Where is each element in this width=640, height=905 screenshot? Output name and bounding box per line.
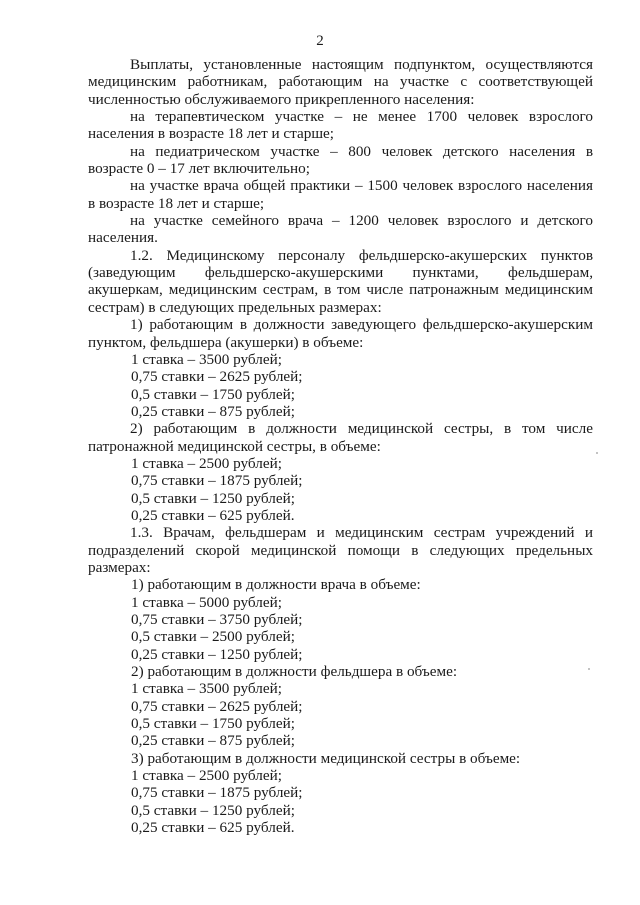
section-paragraph: 1.3. Врачам, фельдшерам и медицинским сестрам учреждений и подразделений скорой медицинской помощи в следующих предельных размерах: bbox=[88, 524, 593, 576]
rate-line: 0,75 ставки – 2625 рублей; bbox=[131, 368, 303, 386]
subsection-heading: 2) работающим в должности фельдшера в объеме: bbox=[131, 663, 458, 681]
text-paragraph: на педиатрическом участке – 800 человек детского населения в возрасте 0 – 17 лет включительно; bbox=[88, 142, 593, 178]
rate-line: 0,5 ставки – 1750 рублей; bbox=[131, 385, 295, 403]
scan-speck bbox=[588, 668, 590, 670]
rate-line: 1 ставка – 3500 рублей; bbox=[131, 350, 282, 368]
rate-line: 0,25 ставки – 625 рублей. bbox=[131, 506, 295, 524]
page-number: 2 bbox=[316, 33, 324, 49]
rate-line: 1 ставка – 2500 рублей; bbox=[131, 767, 282, 785]
rate-line: 0,5 ставки – 1750 рублей; bbox=[131, 715, 295, 733]
rate-line: 0,25 ставки – 625 рублей. bbox=[131, 819, 295, 837]
rate-line: 0,75 ставки – 1875 рублей; bbox=[131, 472, 303, 490]
rate-line: 1 ставка – 2500 рублей; bbox=[131, 454, 282, 472]
rate-line: 0,25 ставки – 875 рублей; bbox=[131, 732, 295, 750]
rate-line: 0,5 ставки – 1250 рублей; bbox=[131, 801, 295, 819]
text-paragraph: на участке врача общей практики – 1500 человек взрослого населения в возрасте 18 лет и старше; bbox=[88, 177, 593, 212]
rate-line: 0,25 ставки – 875 рублей; bbox=[131, 402, 295, 420]
section-paragraph: 1.2. Медицинскому персоналу фельдшерско-акушерских пунктов (заведующим фельдшерско-акушерскими пунктами, фельдшерам, акушеркам, медицинским сестрам, в том числе патронажным медицинским сестрам) в следующих предельных размерах: bbox=[88, 246, 593, 316]
subsection-paragraph: 2) работающим в должности медицинской сестры, в том числе патронажной медицинской сестры, в объеме: bbox=[88, 420, 593, 455]
subsection-heading: 1) работающим в должности врача в объеме: bbox=[131, 576, 421, 594]
document-body bbox=[88, 56, 593, 836]
rate-line: 1 ставка – 3500 рублей; bbox=[131, 680, 282, 698]
rate-line: 0,5 ставки – 2500 рублей; bbox=[131, 628, 295, 646]
rate-line: 1 ставка – 5000 рублей; bbox=[131, 593, 282, 611]
text-paragraph: на терапевтическом участке – не менее 1700 человек взрослого населения в возрасте 18 лет и старше; bbox=[88, 108, 593, 143]
text-paragraph: Выплаты, установленные настоящим подпунктом, осуществляются медицинским работникам, работающим на участке с соответствующей численностью обслуживаемого прикрепленного населения: bbox=[88, 56, 593, 108]
rate-line: 0,5 ставки – 1250 рублей; bbox=[131, 489, 295, 507]
rate-line: 0,75 ставки – 3750 рублей; bbox=[131, 611, 303, 628]
rate-line: 0,75 ставки – 1875 рублей; bbox=[131, 784, 303, 802]
scan-speck bbox=[596, 452, 598, 454]
rate-line: 0,25 ставки – 1250 рублей; bbox=[131, 645, 303, 663]
rate-line: 0,75 ставки – 2625 рублей; bbox=[131, 697, 303, 715]
subsection-paragraph: 1) работающим в должности заведующего фельдшерско-акушерским пунктом, фельдшера (акушерки) в объеме: bbox=[88, 316, 593, 351]
subsection-heading: 3) работающим в должности медицинской сестры в объеме: bbox=[131, 749, 521, 767]
text-paragraph: на участке семейного врача – 1200 человек взрослого и детского населения. bbox=[88, 212, 593, 247]
